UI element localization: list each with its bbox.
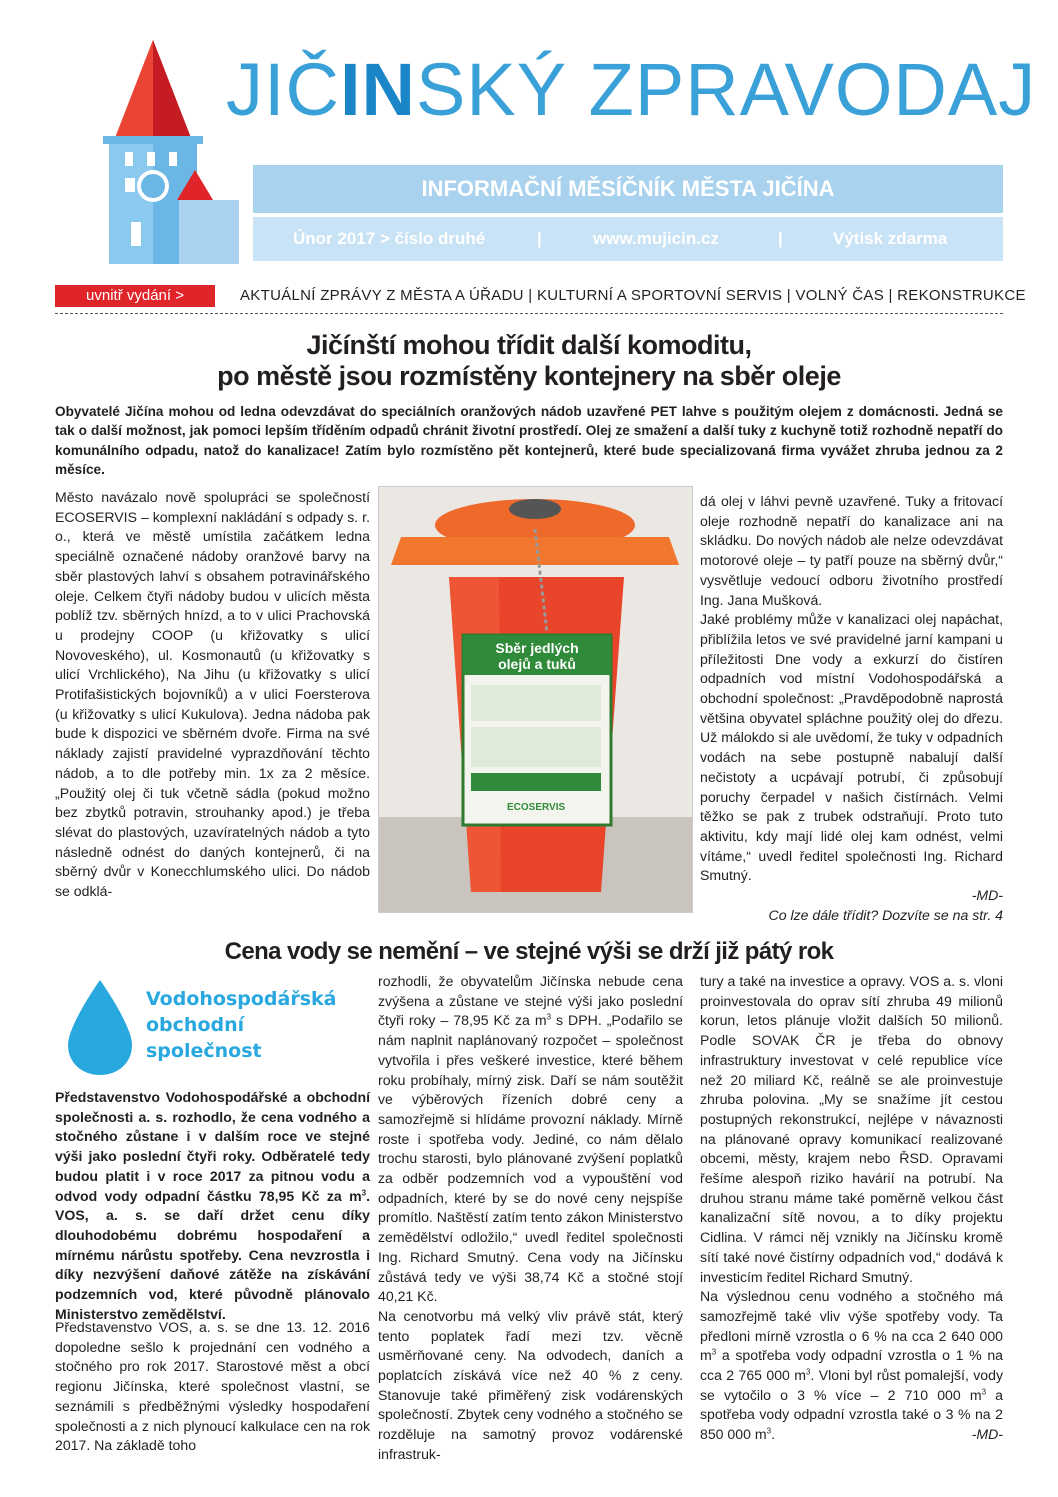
meta-separator: |: [778, 229, 783, 248]
vos-logo-line-1: Vodohospodářská: [146, 988, 337, 1010]
article2-column-3: tury a také na investice a opravy. VOS a. s. vloni proinvestovala do oprav sítí zhruba 49 milionů korun, letos plánuje vložit dalších 50 milionů. Podle SOVAK ČR je třeba do obnovy infrastruktury investovat v celé republice více než 20 miliard Kč, reálně se ale proinvestuje zhruba polovina. „My se snažíme jít cestou postupných rekonstrukcí, nejlépe v návaznosti na plánované opravy komunikací realizované obcemi, městy, krajem nebo ŘSD. Opravami řešíme alespoň riziko havárií na potrubí. Na druhou stranu máme také poměrně velkou část kanalizační sítě novou, a to díky projektu Cidlina. V rámci něj vznikly na Jičínsku kromě sítí také nové čistírny odpadních vod,“ dodává k investicím ředitel Richard Smutný. Na výslednou cenu vodného a stočného má samozřejmě také vliv výše spotřeby vody. Ta předloni mírně vzrostla o 6 % na cca 2 640 000 $m^3$ a spotřeba vody odpadní vzrostla o 1 % na cca 2 765 000 $m^3$. Vloni byl růst pomalejší, vody se vytočilo o 3 % více – 2 710 000 $m^3$ a spotřeba vody odpadní vzrostla také o 3 % na 2 850 000 $m^3$. -MD-: [700, 972, 1003, 1445]
vos-logo-line-2: obchodní: [146, 1014, 245, 1036]
article1-signature: -MD-: [971, 887, 1003, 904]
article1-column-1: Město navázalo nově spolupráci se společností ECOSERVIS – komplexní nakládání s odpady s. r. o., která ve městě umístila začátkem ledna speciálně označené nádoby oranžové barvy na sběr plastových lahví s obsahem potravinářského oleje. Celkem čtyři nádoby budou v ulicích města poblíž tzv. sběrných hnízd, a to v ulici Prachovská u prodejny COOP (u křižovatky s ulicí Novoveského), ul. Kosmonautů (u křižovatky s ulicí Vrchlického), Na Jihu (u křižovatky s ulicí Protifašistických bojovníků) a v ulici Foersterova (u křižovatky s ulicí Kukulova). Jedna nádoba pak bude k dispozici ve sběrném dvoře. Firma na své náklady zajistí pravidelné vyprazdňování těchto nádob, a to dle potřeby min. 1x za 2 měsíce. „Použitý olej či tuk včetně sádla (pokud možno bez zbytků potravin, strouhanky apod.) je třeba slévat do plastových, uzavíratelných nádob a tyto následně odnést do daných kontejnerů, či na sběrný dvůr v Konecchlumského ulici. Do nádob se odklá-: [55, 489, 370, 900]
sections-list: AKTUÁLNÍ ZPRÁVY Z MĚSTA A ÚŘADU | KULTURNÍ A SPORTOVNÍ SERVIS | VOLNÝ ČAS | REKONSTRUKCE: [240, 287, 1026, 304]
article2-headline: Cena vody se nemění – ve stejné výši se drží již pátý rok: [224, 938, 834, 965]
bin-sign-line-1: Sběr jedlých: [495, 640, 579, 656]
issue-number: Únor 2017 > číslo druhé: [293, 229, 486, 248]
issue-meta: [253, 217, 1003, 261]
masthead-subtitle: INFORMAČNÍ MĚSÍČNÍK MĚSTA JIČÍNA: [421, 176, 835, 201]
article1-more-link: Co lze dále třídit? Dozvíte se na str. 4: [768, 906, 1003, 923]
price-note: Výtisk zdarma: [833, 229, 948, 248]
article2-lead: Představenstvo Vodohospodářské a obchodní společnosti a. s. rozhodlo, že cena vodného a stočného zůstane i v dalším roce ve stejné výši jako poslední čtyři roky. Odběratelé tedy budou platit i v roce 2017 za pitnou vodu a odvod vody odpadní částku 78,95 Kč za $m^3$. VOS, a. s. se daří držet cenu díky dlouhodobému dobrému hospodaření a mírnému nárůstu spotřeby. Cena nevzrostla i díky nezvýšení daňové zátěže na získávání podzemních vod, které původně plánovalo Ministerstvo zemědělství.: [55, 1089, 370, 1322]
article1-lead: Obyvatelé Jičína mohou od ledna odevzdávat do speciálních oranžových nádob uzavřené PET lahve s použitým olejem z domácnosti. Jedná se tak o další možnost, jak pomoci lepším tříděním odpadů chránit životní prostředí. Olej ze smažení a další tuky z kuchyně totiž rozhodně nepatří do komunálního odpadu, natož do kanalizace! Zatím bylo rozmístěno pět kontejnerů, které bude specializovaná firma vyvážet zhruba jednou za 2 měsíce.: [55, 404, 1003, 477]
meta-separator: |: [537, 229, 542, 248]
vos-logo: [60, 975, 360, 1075]
vos-logo-line-3: společnost: [146, 1040, 262, 1062]
article1-headline: Jičínští mohou třídit další komoditu, po městě jsou rozmístěny kontejnery na sběr oleje: [217, 330, 841, 391]
divider: [55, 313, 1003, 314]
bin-brand: ECOSERVIS: [507, 802, 566, 813]
article2-signature: -MD-: [971, 1426, 1003, 1443]
website-link[interactable]: www.mujicin.cz: [593, 229, 719, 248]
article1-column-3: dá olej v láhvi pevně uzavřené. Tuky a fritovací oleje rozhodně nepatří do kanalizace ani na skládku. Do nových nádob ale nelze odevzdávat motorové oleje – ty patří pouze na sběrný dvůr,“ vysvětluje vedoucí odboru životního prostředí Ing. Jana Mušková. Jaké problémy může v kanalizaci olej napáchat, přiblížila letos ve své pravidelné jarní kampani u příležitosti Dne vody a exkurzí do čistíren odpadních vod místní Vodohospodářská a obchodní společnost: „Pravděpodobně naprostá většina obyvatel spláchne použitý olej do dřezu. Už málokdo si ale uvědomí, že tuky v odpadních vodách na sebe postupně nabalují další nečistoty a ucpávají potrubí, či způsobují poruchy čerpadel v našich čistírnách. Velmi těžko se pak z trubek odstraňují. Proto tuto aktivitu, kdy mají lidé olej kam odnést, velmi vítáme,“ uvedl ředitel společnosti Ing. Richard Smutný. -MD- Co lze dále třídit? Dozvíte se na str. 4: [700, 492, 1003, 925]
article2-column-1: Představenstvo VOS, a. s. se dne 13. 12. 2016 dopoledne sešlo k projednání cen vodného a stočného pro rok 2017. Starostové měst a obcí regionu Jičínska, které společnost vlastní, se seznámili s předběžnými výsledky hospodaření společnosti a z nich plynoucí kalkulace cen na rok 2017. Na základě toho: [55, 1319, 370, 1454]
article2-column-2: rozhodli, že obyvatelům Jičínska nebude cena zvýšena a zůstane ve stejné výši jako poslední čtyři roky – 78,95 Kč za $m^3$ s DPH. „Podařilo se nám naplnit naplánovaný rozpočet – společnost vytvořila i přes veškeré investice, které během roku probíhaly, mírný zisk. Daří se nám soutěžit ve výběrových řízeních dobré ceny a samozřejmě si hlídáme provozní náklady. Mírně roste i spotřeba vody. Jediné, co nám dělalo trochu starosti, bylo plánované zvýšení poplatků za odběr podzemních vod a vypouštění vod odpadních, které by se do nové ceny nejspíše promítlo. Naštěstí zatím tento zákon Ministerstvo zemědělství odložilo,“ uvedl ředitel společnosti Ing. Richard Smutný. Cena vody na Jičínsku zůstává tedy ve výši 38,74 Kč a stočné stojí 40,21 Kč. Na cenotvorbu má velký vliv právě stát, který tento poplatek řadí mezi tzv. věcně usměrňované ceny. Na odvodech, daních a poplatcích získává více než 40 % z ceny. Stanovuje také přiměřený zisk vodárenských společností. Zbytek ceny vodného a stočného se rozděluje na samotný provoz vodárenské infrastruk-: [378, 973, 683, 1462]
oil-bin-photo: [378, 486, 693, 913]
bin-sign-line-2: olejů a tuků: [498, 656, 576, 672]
inside-issue-label: uvnitř vydání >: [55, 285, 215, 307]
masthead-title: JIČINSKÝ ZPRAVODAJ: [226, 48, 1037, 131]
